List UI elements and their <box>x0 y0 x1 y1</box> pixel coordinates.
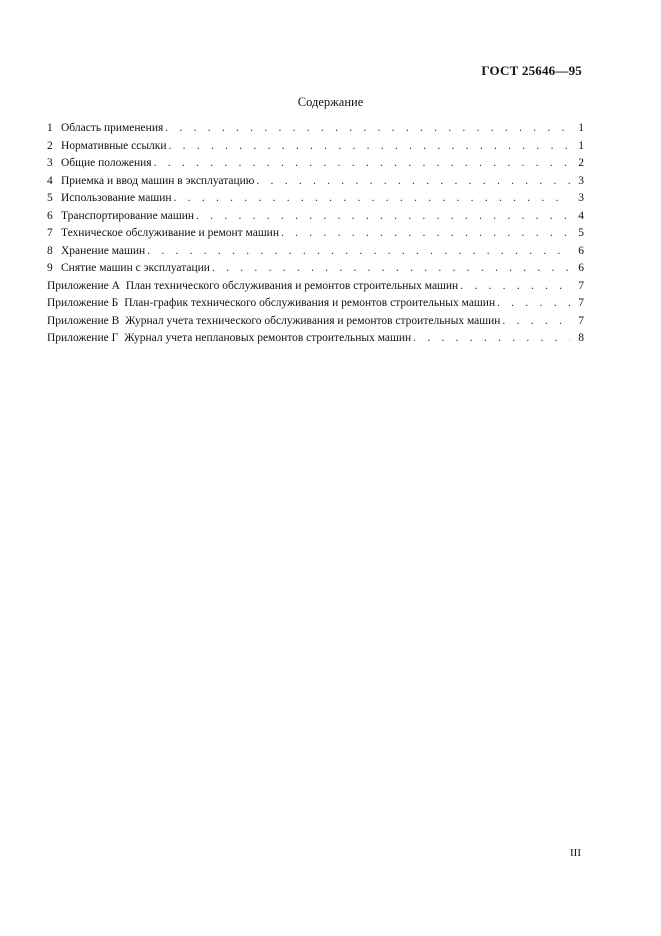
toc-entry[interactable] <box>47 190 584 208</box>
toc-entry-page: 6 <box>578 262 584 274</box>
toc-appendix-entry[interactable] <box>47 313 584 331</box>
toc-leader-dots <box>147 243 570 261</box>
toc-appendix-label: Журнал учета неплановых ремонтов строительных машин <box>124 332 412 344</box>
toc-leader-dots <box>281 225 570 243</box>
toc-entry-number: 5 <box>47 192 53 204</box>
toc-appendix-prefix: Приложение В <box>47 314 120 327</box>
toc-entry-page: 4 <box>578 209 584 222</box>
toc-entry-page: 1 <box>578 139 584 152</box>
toc-leader-dots <box>212 260 570 278</box>
toc-leader-dots <box>502 313 570 331</box>
toc-entry-label: Хранение машин <box>61 244 146 257</box>
toc-entry[interactable] <box>47 120 584 138</box>
toc-appendix-label: План-график технического обслуживания и ремонтов строительных машин <box>124 297 496 309</box>
toc-appendix-entry[interactable] <box>47 295 584 313</box>
toc-appendix-prefix: Приложение Б <box>47 297 119 309</box>
toc-entry-number: 7 <box>47 227 53 239</box>
toc-leader-dots <box>256 173 570 191</box>
toc-entry-number: 1 <box>47 122 53 134</box>
toc-leader-dots <box>460 278 570 296</box>
toc-entry-page: 5 <box>578 227 584 239</box>
toc-leader-dots <box>165 120 570 138</box>
toc-appendix-page: 7 <box>578 279 584 292</box>
toc-entry-page: 3 <box>578 192 584 204</box>
toc-entry-number: 4 <box>47 174 53 187</box>
toc-leader-dots <box>174 190 570 208</box>
toc-entry[interactable] <box>47 243 584 261</box>
toc-entry[interactable] <box>47 260 584 278</box>
toc-entry-number: 2 <box>47 139 53 152</box>
toc-entry[interactable] <box>47 155 584 173</box>
toc-appendix-prefix: Приложение Г <box>47 332 119 344</box>
toc-appendix-entry[interactable] <box>47 330 584 348</box>
toc-entry-label: Транспортирование машин <box>61 209 195 222</box>
toc-leader-dots <box>497 295 570 313</box>
toc-appendix-entry[interactable] <box>47 278 584 296</box>
toc-entry[interactable] <box>47 208 584 226</box>
toc-appendix-label: План технического обслуживания и ремонтов строительных машин <box>125 279 459 292</box>
toc-title: Содержание <box>297 95 364 109</box>
toc-leader-dots <box>169 138 570 156</box>
toc-entry-page: 2 <box>578 157 584 169</box>
toc-entry-label: Нормативные ссылки <box>61 139 167 152</box>
toc-entry-label: Приемка и ввод машин в эксплуатацию <box>61 174 255 187</box>
toc-entry[interactable] <box>47 225 584 243</box>
toc-entry-label: Общие положения <box>61 157 152 169</box>
toc-entry-number: 3 <box>47 157 53 169</box>
toc-entry-number: 9 <box>47 262 53 274</box>
table-of-contents <box>47 120 584 348</box>
toc-entry-number: 8 <box>47 244 53 257</box>
toc-entry-page: 6 <box>578 244 584 257</box>
document-code: ГОСТ 25646—95 <box>481 63 582 78</box>
toc-leader-dots <box>196 208 570 226</box>
toc-entry-label: Техническое обслуживание и ремонт машин <box>61 227 279 239</box>
toc-entry-label: Использование машин <box>61 192 172 204</box>
toc-appendix-prefix: Приложение А <box>47 279 120 292</box>
toc-appendix-label: Журнал учета технического обслуживания и ремонтов строительных машин <box>125 314 501 327</box>
toc-entry[interactable] <box>47 138 584 156</box>
toc-entry-page: 1 <box>578 122 584 134</box>
page-number: III <box>570 847 581 859</box>
toc-appendix-page: 8 <box>578 332 584 344</box>
toc-entry[interactable] <box>47 173 584 191</box>
toc-leader-dots <box>154 155 570 173</box>
toc-entry-number: 6 <box>47 209 53 222</box>
toc-entry-label: Область применения <box>61 122 164 134</box>
toc-entry-label: Снятие машин с эксплуатации <box>61 262 210 274</box>
toc-appendix-page: 7 <box>578 297 584 309</box>
toc-entry-page: 3 <box>578 174 584 187</box>
toc-leader-dots <box>413 330 570 348</box>
toc-appendix-page: 7 <box>578 314 584 327</box>
